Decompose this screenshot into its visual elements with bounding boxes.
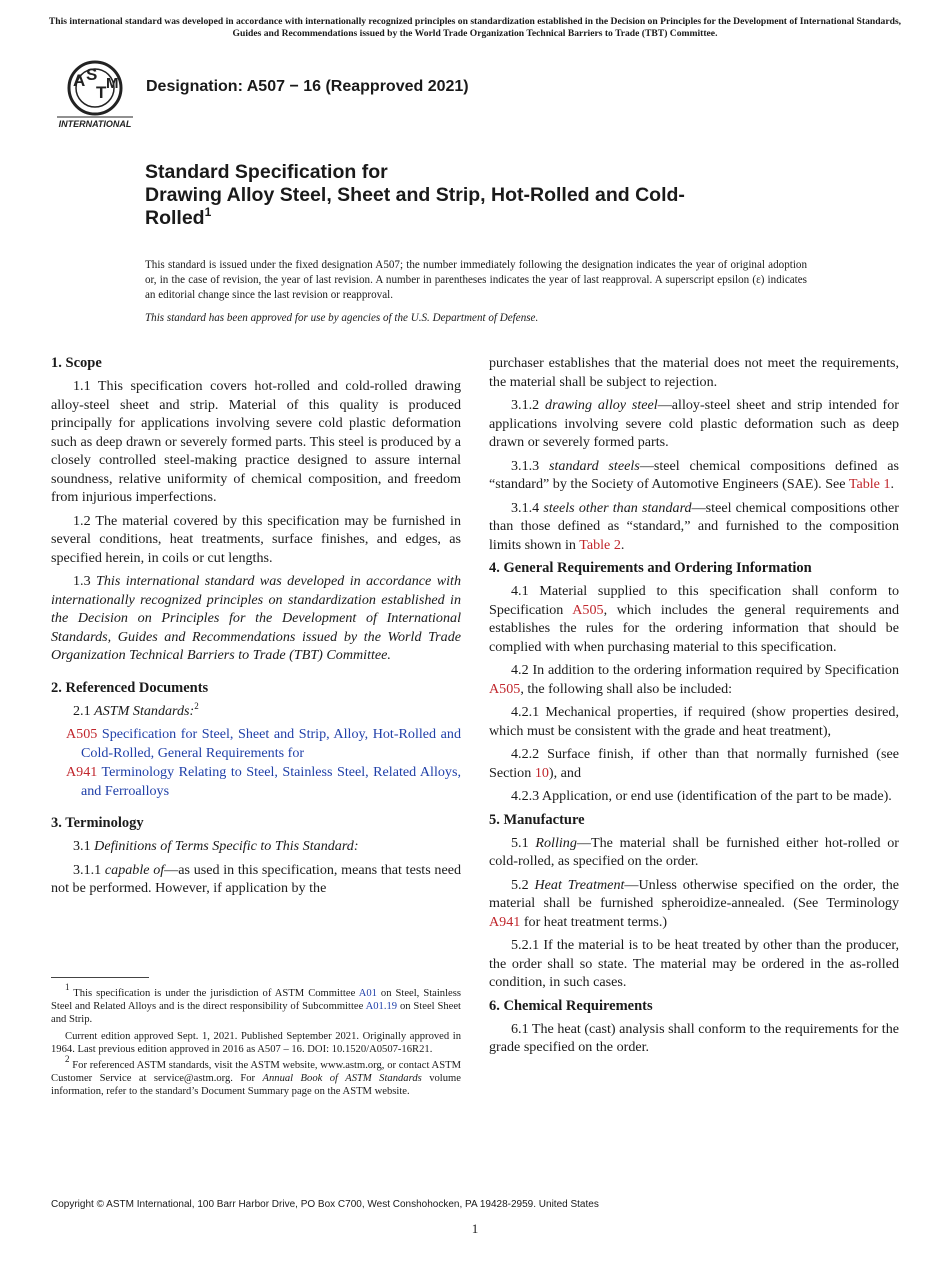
logo-text: INTERNATIONAL bbox=[58, 119, 132, 129]
section-4-heading: 4. General Requirements and Ordering Information bbox=[489, 560, 812, 576]
a941-link[interactable]: A941 bbox=[489, 913, 521, 930]
footnote-1-text-c: on Steel Sheet and Strip. bbox=[51, 1001, 461, 1026]
term-heat-treatment: Heat Treatment bbox=[534, 876, 625, 893]
svg-text:M: M bbox=[106, 75, 119, 92]
para-5-1-text: —The material shall be furnished either hot-rolled or cold-rolled, as specified on the order. bbox=[489, 834, 900, 869]
para-5-2-1: 5.2.1 If the material is to be heat treated by other than the producer, the order shall so state. The material may be ordered in the as-rolled condition, in such cases. bbox=[489, 937, 899, 990]
para-5-2-end: for heat treatment terms.) bbox=[520, 913, 668, 930]
a505-link[interactable]: A505 bbox=[572, 601, 604, 618]
para-3-1-3-text: —steel chemical compositions defined as “standard” by the Society of Automotive Engineers (SAE). See bbox=[489, 457, 899, 492]
svg-text:A: A bbox=[73, 71, 86, 90]
footnote-1-text-a: This specification is under the jurisdiction of ASTM Committee bbox=[69, 988, 359, 999]
para-5-1-num: 5.1 bbox=[511, 834, 536, 851]
para-2-1-text: ASTM Standards: bbox=[94, 702, 195, 719]
para-1-1: 1.1 This specification covers hot-rolled and cold-rolled drawing alloy-steel sheet and strip. Material of this quality is produced principally for applications involving severe cold plastic deformation such as deep drawn or severely formed parts. This steel is produced by a closely controlled steel-making practice designed to assure internal soundness, relative uniformity of chemical composition, and freedom from injurious imperfections. bbox=[51, 378, 461, 505]
para-3-1-2-text: —alloy-steel sheet and strip intended for applications involving severe cold plastic deformation such as deep drawn or severely formed parts. bbox=[489, 397, 899, 450]
dod-note: This standard has been approved for use by agencies of the U.S. Department of Defense. bbox=[145, 312, 539, 324]
section-5-heading: 5. Manufacture bbox=[489, 811, 585, 828]
reference-a505[interactable] bbox=[51, 725, 461, 762]
svg-text:S: S bbox=[86, 65, 98, 84]
para-3-1-3 bbox=[489, 457, 899, 494]
footnote-1-marker: 1 bbox=[65, 982, 70, 992]
document-title bbox=[145, 161, 845, 230]
footnote-2 bbox=[51, 1054, 461, 1099]
reference-a941[interactable] bbox=[51, 763, 461, 800]
para-3-1-4-num: 3.1.4 bbox=[511, 499, 544, 516]
section-10-link[interactable]: 10 bbox=[534, 764, 549, 781]
term-capable-of: capable of bbox=[104, 861, 165, 878]
subcommittee-a01-19-link[interactable]: A01.19 bbox=[365, 1001, 398, 1013]
para-5-2-num: 5.2 bbox=[511, 876, 535, 893]
svg-text:T: T bbox=[96, 83, 107, 102]
para-1-3-text: This international standard was developed in accordance with internationally recognized principles on standardization established in the Decision on Principles for the Development of International Standards, Guides and Recommendations issued by the World Trade Organization Technical Barriers to Trade (TBT) Committee. bbox=[51, 573, 461, 663]
para-3-1 bbox=[51, 837, 461, 856]
title-line-1: Standard Specification for bbox=[145, 161, 388, 183]
para-3-1-4-end: . bbox=[620, 536, 625, 553]
para-3-1-1-num: 3.1.1 bbox=[73, 861, 105, 878]
para-2-1-num: 2.1 bbox=[73, 702, 95, 719]
para-6-1: 6.1 The heat (cast) analysis shall conform to the requirements for the grade specified on the order. bbox=[489, 1020, 899, 1055]
para-3-1-4 bbox=[489, 499, 899, 555]
ref-title[interactable]: Specification for Steel, Sheet and Strip, Alloy, Hot-Rolled and Cold-Rolled, General Requirements for bbox=[81, 726, 461, 761]
para-3-1-3-end: . bbox=[890, 476, 895, 492]
para-3-1-1 bbox=[51, 861, 461, 898]
astm-logo-icon bbox=[55, 58, 135, 130]
para-3-1-num: 3.1 bbox=[73, 838, 95, 854]
para-4-2 bbox=[489, 661, 899, 698]
para-3-1-1-text: —as used in this specification, means that tests need not be performed. However, if application by the bbox=[51, 861, 462, 896]
ref-title[interactable]: Terminology Relating to Steel, Stainless Steel, Related Alloys, and Ferroalloys bbox=[81, 764, 461, 799]
footnote-2-italic: Annual Book of ASTM Standards bbox=[262, 1073, 422, 1085]
ref-code[interactable]: A941 bbox=[66, 764, 98, 780]
top-notice: This international standard was developed in accordance with internationally recognized principles on standardization established in the Decision on Principles for the Development of International Standards, Guides and Recommendations issued by the World Trade Organization Technical Barriers to Trade (TBT) Committee. bbox=[48, 16, 902, 39]
footnote-2-marker: 2 bbox=[65, 1054, 70, 1065]
title-line-3: Rolled bbox=[145, 207, 205, 229]
footnote-1 bbox=[51, 982, 461, 1027]
para-4-2-2-text-a: 4.2.2 Surface finish, if other than that normally furnished (see Section bbox=[489, 746, 899, 781]
table-1-link[interactable]: Table 1 bbox=[848, 476, 891, 492]
committee-a01-link[interactable]: A01 bbox=[358, 988, 377, 999]
copyright: Copyright © ASTM International, 100 Barr Harbor Drive, PO Box C700, West Conshohocken, PA 19428-2959. United States bbox=[51, 1199, 599, 1210]
page-number: 1 bbox=[471, 1221, 479, 1236]
para-1-3-num: 1.3 bbox=[73, 573, 97, 589]
para-4-2-3: 4.2.3 Application, or end use (identification of the part to be made). bbox=[511, 788, 892, 804]
term-standard-steels: standard steels bbox=[549, 457, 640, 474]
para-3-1-text: Definitions of Terms Specific to This Standard: bbox=[94, 838, 359, 854]
para-1-3 bbox=[51, 572, 461, 665]
issue-note: This standard is issued under the fixed designation A507; the number immediately following the designation indicates the year of original adoption or, in the case of revision, the year of last revision. A number in parentheses indicates the year of last reapproval. A superscript epsilon (ε) indicates an editorial change since the last revision or reapproval. bbox=[145, 259, 807, 302]
para-5-2 bbox=[489, 876, 899, 932]
para-3-1-2 bbox=[489, 396, 899, 452]
para-5-2-text: —Unless otherwise specified on the order, the material shall be furnished spheroidize-annealed. (See Terminology bbox=[489, 876, 899, 911]
term-drawing-alloy-steel: drawing alloy steel bbox=[545, 397, 658, 413]
footnote-divider bbox=[51, 977, 149, 978]
footnote-2-text-b: volume information, refer to the standard’s Document Summary page on the ASTM website. bbox=[51, 1073, 461, 1098]
para-3-1-3-num: 3.1.3 bbox=[511, 457, 550, 474]
para-4-2-text-b: , the following shall also be included: bbox=[520, 680, 733, 697]
table-2-link[interactable]: Table 2 bbox=[579, 536, 621, 553]
footnote-2-text-a: For referenced ASTM standards, visit the ASTM website, www.astm.org, or contact ASTM Customer Service at service@astm.org. For bbox=[51, 1060, 461, 1085]
astm-international-logo bbox=[55, 58, 135, 130]
designation: Designation: A507 − 16 (Reapproved 2021) bbox=[146, 78, 469, 95]
para-3-1-2-num: 3.1.2 bbox=[511, 397, 546, 413]
para-4-2-2 bbox=[489, 745, 899, 782]
section-6-heading: 6. Chemical Requirements bbox=[489, 997, 653, 1014]
right-column bbox=[489, 354, 899, 1062]
title-line-2: Drawing Alloy Steel, Sheet and Strip, Hot-Rolled and Cold- bbox=[145, 184, 685, 206]
title-footnote-ref[interactable]: 1 bbox=[204, 205, 212, 219]
para-4-2-2-text-b: ), and bbox=[548, 764, 581, 781]
footnote-ref-2[interactable]: 2 bbox=[194, 700, 199, 711]
ref-code[interactable]: A505 bbox=[66, 726, 98, 742]
para-4-1-text-a: 4.1 Material supplied to this specification shall conform to Specification bbox=[489, 583, 899, 618]
a505-link[interactable]: A505 bbox=[489, 680, 521, 697]
left-column bbox=[51, 354, 461, 903]
section-3-heading: 3. Terminology bbox=[51, 815, 144, 831]
section-1-heading: 1. Scope bbox=[51, 355, 102, 371]
section-2-heading: 2. Referenced Documents bbox=[51, 679, 209, 696]
footnotes bbox=[51, 982, 461, 1102]
para-1-2: 1.2 The material covered by this specification may be furnished in several conditions, heat treatments, surface finishes, and edges, as specified herein, in coils or cut lengths. bbox=[51, 512, 461, 566]
footnote-1-text-b: on Steel, Stainless Steel and Related Alloys and is the direct responsibility of Subcommittee bbox=[51, 988, 461, 1013]
para-3-1-1-continued: purchaser establishes that the material does not meet the requirements, the material shall be subject to rejection. bbox=[489, 355, 899, 390]
para-5-1 bbox=[489, 834, 899, 871]
para-4-1 bbox=[489, 582, 899, 656]
footnote-1-edition: Current edition approved Sept. 1, 2021. Published September 2021. Originally approved in 1964. Last previous edition approved in 2016 as A507 – 16. DOI: 10.1520/A0507-16R21. bbox=[51, 1030, 461, 1055]
para-4-2-text-a: 4.2 In addition to the ordering information required by Specification bbox=[511, 662, 899, 678]
term-steels-other-than-standard: steels other than standard bbox=[543, 499, 692, 516]
para-4-1-text-b: , which includes the general requirements and establishes the rules for the ordering information that should be complied with when purchasing material to this specification. bbox=[489, 601, 899, 655]
para-4-2-1: 4.2.1 Mechanical properties, if required (show properties desired, which must be consistent with the grade and heat treatment), bbox=[489, 704, 899, 739]
para-2-1 bbox=[51, 702, 461, 721]
term-rolling: Rolling bbox=[535, 834, 577, 851]
para-3-1-4-text: —steel chemical compositions other than those defined as “standard,” and furnished to the composition limits shown in bbox=[489, 499, 899, 553]
